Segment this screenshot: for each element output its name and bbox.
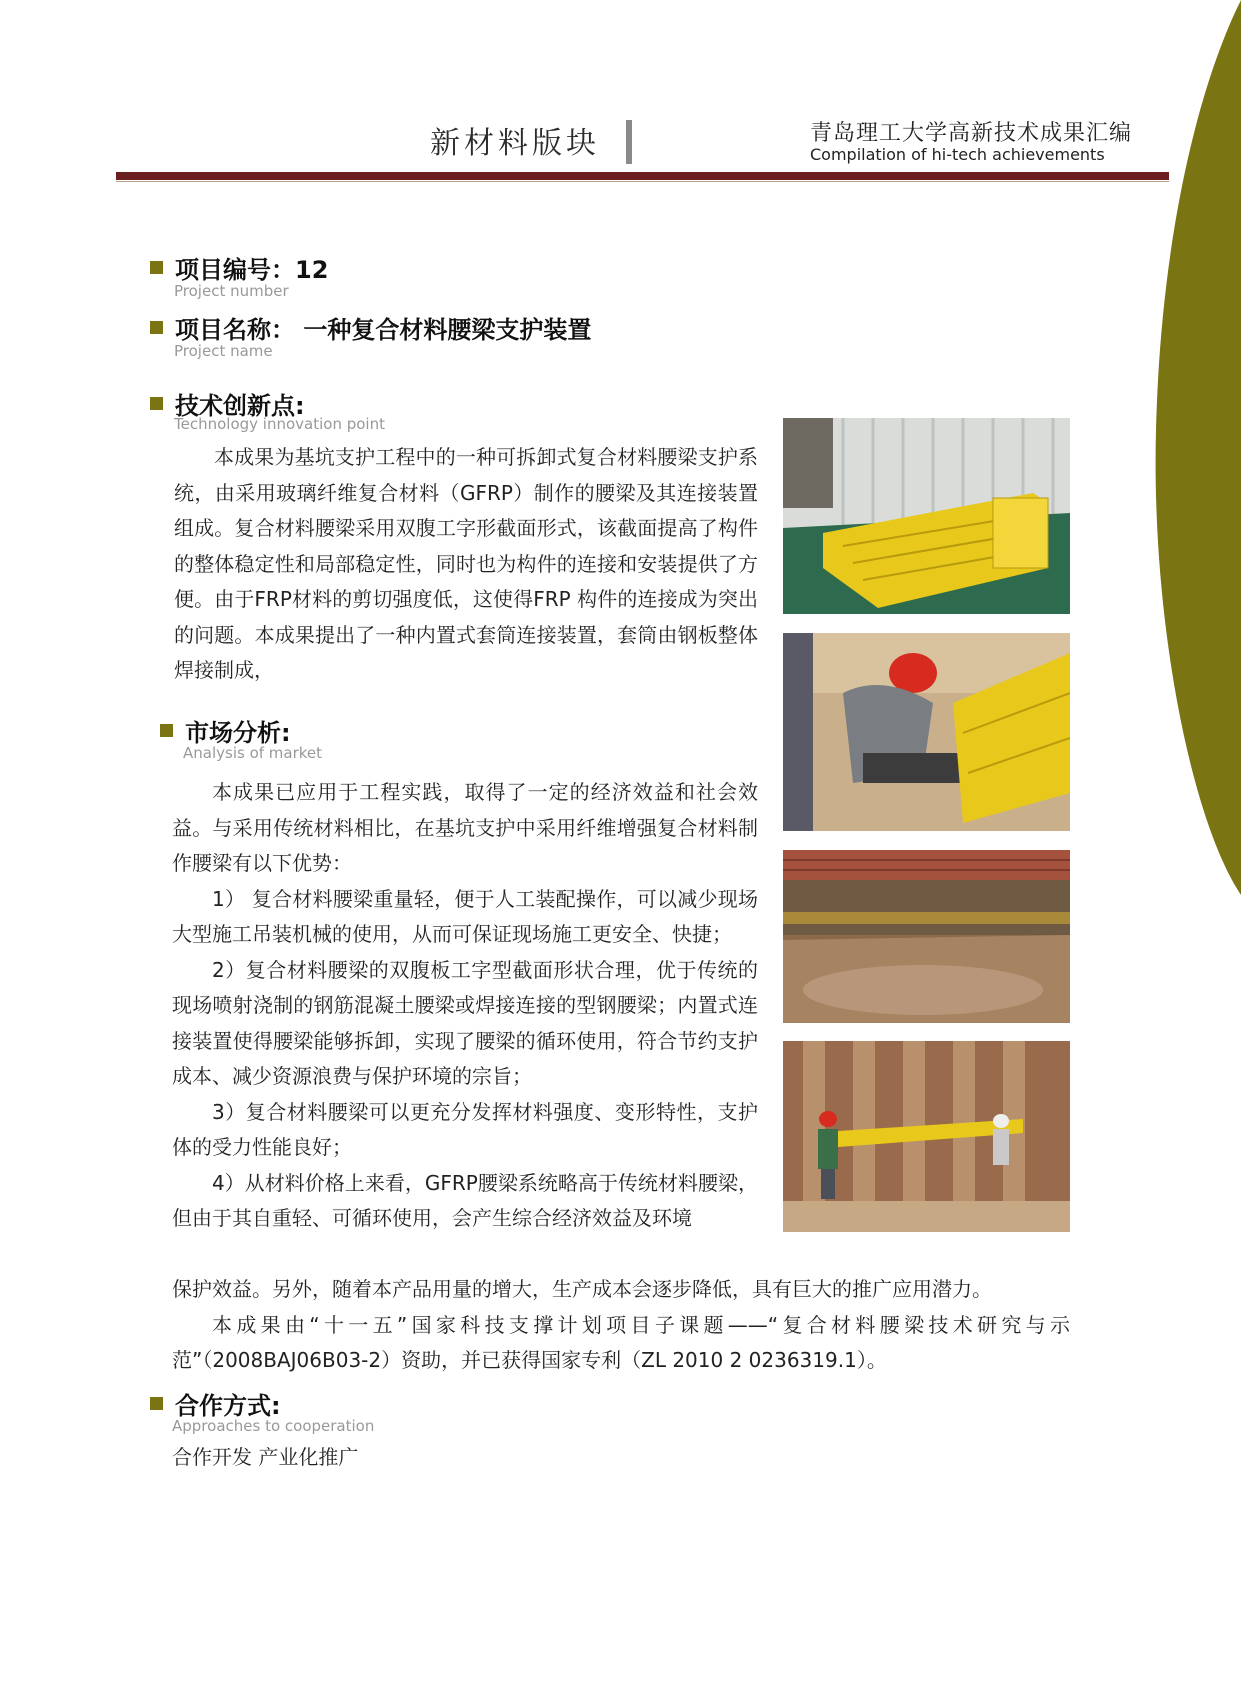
org-title-en: Compilation of hi-tech achievements — [810, 145, 1105, 164]
project-number-heading — [150, 250, 328, 285]
market-paragraph: 3）复合材料腰梁可以更充分发挥材料强度、变形特性，支护体的受力性能良好； — [172, 1099, 758, 1159]
project-name-label: 项目名称： 一种复合材料腰梁支护装置 — [175, 316, 592, 344]
market-paragraph: 本成果由“十一五”国家科技支撑计划项目子课题——“复合材料腰梁技术研究与示范”（2008BAJ06B03-2）资助，并已获得国家专利（ZL 2010 2 0236319.1）。 — [172, 1312, 1070, 1372]
project-number-label: 项目编号：12 — [175, 256, 329, 284]
cooperation-text: 合作开发 产业化推广 — [172, 1445, 359, 1469]
square-bullet-icon — [150, 321, 163, 334]
photo-workers-installing-beam — [783, 1041, 1070, 1232]
square-bullet-icon — [150, 397, 163, 410]
cooperation-en: Approaches to cooperation — [172, 1417, 375, 1435]
header-divider — [626, 120, 632, 164]
market-paragraph: 本成果已应用于工程实践，取得了一定的经济效益和社会效益。与采用传统材料相比，在基坑支护中采用纤维增强复合材料制作腰梁有以下优势： — [172, 780, 758, 875]
market-text-wide — [172, 1272, 1070, 1379]
project-name-heading — [150, 310, 591, 345]
olive-leaf-decoration — [1151, 0, 1241, 895]
market-en: Analysis of market — [183, 744, 323, 762]
header-rule-thin — [116, 181, 1169, 182]
project-name-en: Project name — [174, 342, 273, 360]
cooperation-heading — [150, 1386, 281, 1421]
innovation-en: Technology innovation point — [174, 415, 385, 433]
market-paragraph: 2）复合材料腰梁的双腹板工字型截面形状合理，优于传统的现场喷射浇制的钢筋混凝土腰梁或焊接连接的型钢腰梁；内置式连接装置使得腰梁能够拆卸，实现了腰梁的循环使用，符合节约支护成本、减少资源浪费与保护环境的宗旨； — [172, 957, 758, 1088]
market-label: 市场分析: — [185, 719, 291, 747]
market-paragraph: 保护效益。另外，随着本产品用量的增大，生产成本会逐步降低，具有巨大的推广应用潜力。 — [172, 1277, 992, 1301]
square-bullet-icon — [160, 724, 173, 737]
photo-worker-assembling-beam — [783, 633, 1070, 831]
innovation-paragraph: 本成果为基坑支护工程中的一种可拆卸式复合材料腰梁支护系统，由采用玻璃纤维复合材料（GFRP）制作的腰梁及其连接装置组成。复合材料腰梁采用双腹工字形截面形式，该截面提高了构件的整体稳定性和局部稳定性，同时也为构件的连接和安装提供了方便。由于FRP材料的剪切强度低，这使得FRP 构件的连接成为突出的问题。本成果提出了一种内置式套筒连接装置，套筒由钢板整体焊接制成， — [174, 445, 758, 682]
market-paragraph: 1） 复合材料腰梁重量轻，便于人工装配操作，可以减少现场大型施工吊装机械的使用，从而可保证现场施工更安全、快捷； — [172, 886, 758, 946]
market-heading — [160, 713, 291, 748]
section-title: 新材料版块 — [430, 126, 600, 161]
innovation-label: 技术创新点: — [175, 392, 305, 420]
photo-gfrp-beams-warehouse — [783, 418, 1070, 614]
market-text — [172, 775, 758, 1237]
market-paragraph: 4）从材料价格上来看，GFRP腰梁系统略高于传统材料腰梁，但由于其自重轻、可循环使用，会产生综合经济效益及环境 — [172, 1170, 758, 1230]
square-bullet-icon — [150, 1397, 163, 1410]
cooperation-label: 合作方式: — [175, 1392, 281, 1420]
square-bullet-icon — [150, 261, 163, 274]
innovation-text — [174, 440, 758, 689]
header-rule — [116, 172, 1169, 180]
org-title-cn: 青岛理工大学高新技术成果汇编 — [810, 121, 1133, 146]
project-number-en: Project number — [174, 282, 289, 300]
photo-excavation-wall — [783, 850, 1070, 1023]
